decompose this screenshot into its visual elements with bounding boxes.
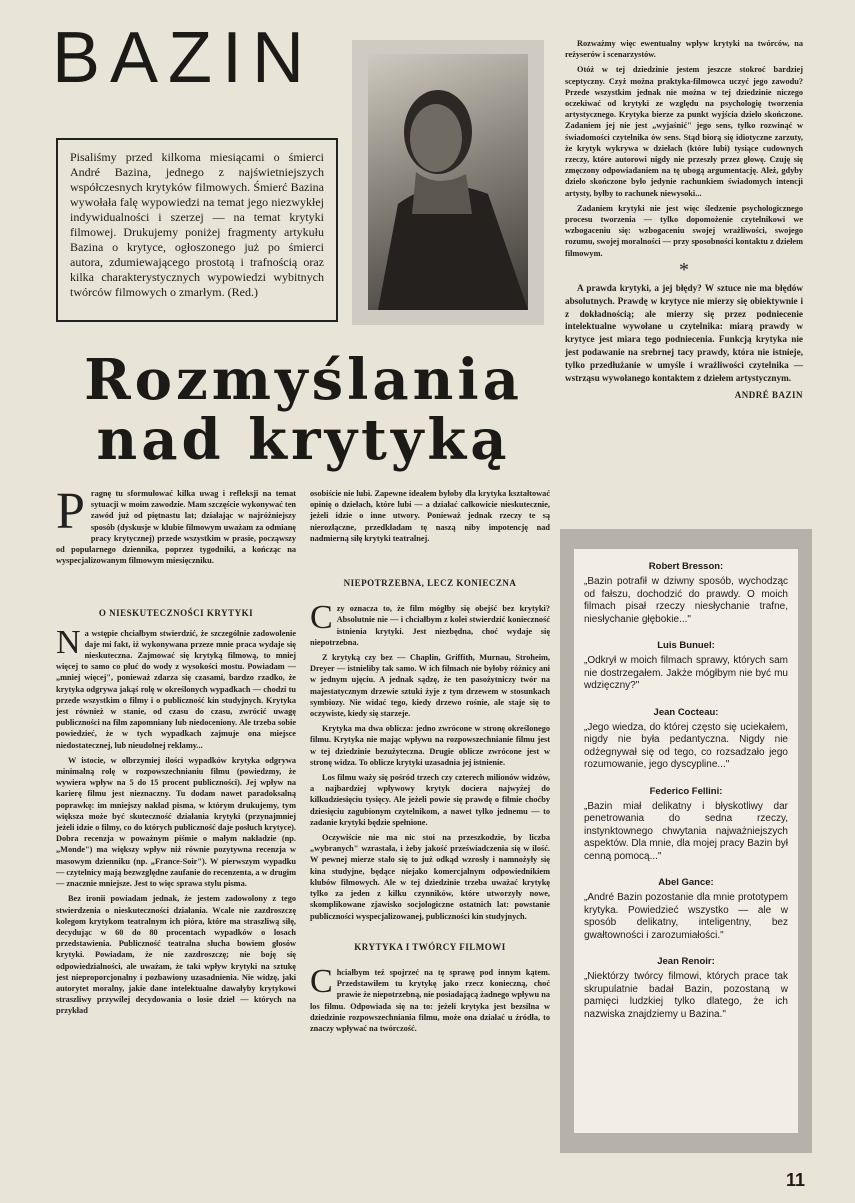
section2-paragraph-5: Oczywiście nie ma nic stoi na przeszkodzie, by liczba „wybranych" wzrastała, i żeby jakość przeświadczenia się w ilość. W pewnej mierze stało się to już odkąd wzrosły i namnożyły się kina studyjne, będące niejako komercjalnym odpowiednikiem klubów filmowych. Ale w tej dziedzinie trzeba uważać krytykę tylko za jeden z kilku czynników, które utworzyły nowe, skomplikowane zjawisko socjologiczne ostatnich lat: powstanie publiczności wyspecjalizowanej, publiczności kin studyjnych. (310, 833, 550, 921)
article-column-1 (56, 483, 296, 1021)
quote-text: „Niektórzy twórcy filmowi, których prace tak skrupulatnie badał Bazin, pozostaną w pamięci ludzkiej tylko dlatego, że ich nazwiska znajdziemy u Bazina." (584, 971, 788, 1020)
quote-item (584, 561, 788, 626)
section-asterisk: * (679, 258, 689, 281)
quote-text: „Odkrył w moich filmach sprawy, których sam nie dostrzegałem. Jakże mógłbym nie być mu wdzięczny?" (584, 655, 788, 691)
bazin-title: BAZIN (52, 18, 315, 98)
col3-paragraph-1: Rozważmy więc ewentualny wpływ krytyki na twórców, na reżyserów i scenarzystów. (565, 39, 803, 60)
dropcap-n: N (56, 623, 81, 661)
quote-author: Jean Cocteau: (653, 706, 719, 718)
section-heading-tworcy: KRYTYKA I TWÓRCY FILMOWI (354, 941, 506, 952)
quote-text: „Bazin potrafił w dziwny sposób, wychodząc od fałszu, dochodzić do prawdy. O moich filmach pisał rzeczy niesłychanie trafne, niesłychanie głębokie..." (584, 576, 788, 625)
col2-paragraph-1: osobiście nie lubi. Zapewne ideałem byłoby dla krytyka kształtować opinię o dziełach, które lubi — a działać całkowicie nieskutecznie, jeżeli idzie o inne utwory. Ponieważ jednak rzeczy te są nierozłączne, przedkładam tę naszą niby impotencję nad nadmierną siłę krytyki teatralnej. (310, 489, 550, 543)
quote-author: Robert Bresson: (648, 561, 724, 572)
article-headline (56, 347, 551, 473)
quotes-list (574, 549, 798, 1133)
prawda-paragraph: A prawda krytyki, a jej błędy? W sztuce nie ma błędów absolutnych. Prawdę w krytyce nie mierzy się obiektywnie i z dokładnością; ale mierzy się przez podniecenie intelektualne wywołane u czytelnika: miarą prawdy w krytyce jest miara tego podniecenia. Funkcją krytyka nie jest podawanie na srebrnej tacy prawdy, która nie istnieje, tylko przedłużanie w umyśle i wrażliwości czytelnika — wstrząsu wywołanego kontaktem z dziełem artystycznym. (565, 283, 803, 383)
editorial-intro-box (56, 138, 338, 322)
quote-text: „Jego wiedza, do której często się uciekałem, nigdy nie była pedantyczna. Nigdy nie odżegnywał się od tego, co rozsadzało jego rozumowanie, jego dyscypline..." (584, 721, 788, 770)
quote-item (584, 877, 788, 942)
editorial-intro-text: Pisaliśmy przed kilkoma miesiącami o śmierci André Bazina, jednego z najświetniejszych współczesnych krytyków filmowych. Śmierć Bazina wywołała falę wypowiedzi na temat jego niezwykłej indywidualności i szerzej — na temat krytyki filmowej. Drukujemy poniżej fragmenty artykułu Bazina o krytyce, ogłoszonego już po śmierci autora, zdumiewającego prostotą i trafnością oraz kilka charakterystycznych wypowiedzi wybitnych twórców filmowych o zmarłym. (Red.) (70, 150, 324, 299)
quote-author: Federico Fellini: (649, 785, 723, 797)
quote-item (584, 786, 788, 864)
article-column-2 (310, 488, 550, 1038)
quote-item (584, 707, 788, 772)
section2-paragraph-3: Krytyka ma dwa oblicza: jedno zwrócone w stronę określonego filmu. Krytyka nie mając wpływu na rozpowszechnianie filmu jest w tej dziedzinie bezużyteczna. Drugie oblicze zwrócone jest w stronę widza. To oblicze krytyki uzasadnia jej istnienie. (310, 724, 550, 767)
dropcap-p: P (56, 483, 85, 540)
page-number: 11 (786, 1170, 806, 1190)
section2-paragraph-1: C zy oznacza to, że film mógłby się obejść bez krytyki? Absolutnie nie — i chciałbym z kolei stwierdzić konieczność istnienia krytyki. Jest niezbędna, choć wydaje się niepotrzebna. (310, 599, 550, 647)
section2-paragraph-4: Los filmu waży się pośród trzech czy czterech milionów widzów, a najbardziej wpływowy krytyk dociera najwyżej do kilkudziesięciu tysięcy. Ale jeżeli powie się prawdę o filmie choćby dziesięciu zagubionym czytelnikom, a nawet tylko jednemu — to zadanie krytyki będzie spełnione. (310, 773, 550, 827)
headline-line-2: nad krytyką (96, 407, 511, 473)
article-column-3 (565, 38, 803, 402)
dropcap-c: C (310, 599, 333, 637)
quotes-box (560, 529, 812, 1153)
portrait-silhouette (368, 54, 528, 310)
section3-paragraph-1: C hciałbym teź spojrzeć na tę sprawę pod innym kątem. Przedstawiłem tu krytykę jako rzecz konieczną, choć prawie że niepotrzebną, nie posiadającą żadnego wpływu na los filmu. Odpowiada się na to: jeżeli krytyka jest bezsilna w dziedzinie rozpowszechniania filmu, może ona działać u źródła, to znaczy wpływać na twórczość. (310, 962, 550, 1033)
section-heading-nieskutecznosc: O NIESKUTECZNOŚCI KRYTYKI (98, 608, 254, 619)
author-signature: ANDRÉ BAZIN (734, 390, 803, 401)
section1-paragraph-1: N a wstępie chciałbym stwierdzić, że szczególnie zadowolenie daje mi fakt, iż wykonywana przeze mnie praca wydaje się nieskuteczna. Zajmować się krytyką filmową, to mniej więcej to samo co pluć do wody z wysokości mostu. Powiadam — „mniej więcej", ponieważ zdarza się czasami, bardzo rzadko, że krytyka odgrywa jakąś rolę w określonych wypadkach — chodzi tu przede wszystkim o filmy i o publiczność kin studyjnych. Krytyka jest również w stanie, od czasu do czasu, zwrócić uwagę publiczności na film zapomniany lub niedoceniony. Ale trzeba sobie powiedzieć, że w tych wypadkach zajmuje ona miejsce niedostatecznej, lub nieudolnej reklamy... (56, 623, 296, 750)
section-heading-niepotrzebna: NIEPOTRZEBNA, LECZ KONIECZNA (343, 578, 517, 589)
section1-paragraph-3: Bez ironii powiadam jednak, że jestem zadowolony z tego stwierdzenia o nieskuteczności działania. Wcale nie zazdroszczę kolegom krytykom teatralnym ich pióra, które ma straszliwą siłę, decydując w 60 do 80 procentach wypadków o losach przedstawienia. Publiczność teatralna słucha bowiem głosów krytyki. Powiadam, że nie zazdroszczę; nie boję się odpowiedzialności, ale uważam, że taki wpływ krytyki na sztukę jest nieproporcjonalny i pozbawiony uzasadnienia. Nie widzę, jaki autorytet moralny, jakie dane intelektualne dawałyby krytykowi straszliwy przywilej decydowania o losie dzieł — których na przykład (56, 894, 296, 1016)
col3-paragraph-3: Zadaniem krytyki nie jest więc śledzenie psychologicznego procesu tworzenia — tylko dopomożenie czytelnikowi we wzbogaceniu się: wzbogaceniu swojej wrażliwości, swojego rozumu, swojej moralności — przy sposobności kontaktu z dziełem filmowym. (565, 203, 803, 258)
quote-text: „André Bazin pozostanie dla mnie prototypem krytyka. Powiedzieć wszystko — ale w sposób delikatny, inteligentny, bez gwałtowności i zarozumiałości." (584, 892, 788, 941)
quote-item (584, 640, 788, 693)
quote-author: Luis Bunuel: (657, 640, 715, 651)
portrait-photo-frame (352, 40, 544, 325)
quote-author: Jean Renoir: (657, 956, 715, 967)
quote-text: „Bazin miał delikatny i błyskotliwy dar penetrowania do sedna rzeczy, instynktownego chwytania najważniejszych aspektów. Dla mnie, dla mojej pracy Bazin był cenną pomocą..." (584, 800, 788, 862)
section2-paragraph-2: Z krytyką czy bez — Chaplin, Griffith, Murnau, Stroheim, Dreyer — istnieliby tak samo. W ich filmach nie byłoby różnicy ani w jednym ujęciu. A jednak sądzę, że ten pasożytniczy twór na majestatycznym drzewie sztuki żyje z tym drzewem w stosunkach symbiozy. Nie widać tego, kiedy drzewo rośnie, ale staje się to oczywiste, kiedy się starzeje. (310, 653, 550, 719)
quote-author: Abel Gance: (658, 877, 714, 888)
dropcap-c2: C (310, 962, 333, 1000)
quote-item (584, 956, 788, 1021)
headline-line-1: Rozmyślania (84, 347, 523, 413)
section1-paragraph-2: W istocie, w olbrzymiej ilości wypadków krytyka odgrywa minimalną rolę w rozpowszechnianiu filmu (powiedzmy, że wywiera wpływ na 5 do 15 procent publiczności). Jej wpływ na karierę filmu jest nieznaczny. Tu dodam nawet paradoksalną poprawkę: im mniejszy nakład pisma, w którym drukujemy, tym większa może być skuteczność działania krytyki (przynajmniej jeżeli idzie o filmy, co do których publiczność daje posłuch krytyce). Dobra recenzja w poważnym piśmie o małym nakładzie (np. „Monde") ma większy wpływ niż równie pozytywna recenzja w masowym dzienniku (np. „France-Soir"). W pierwszym wypadku — czytelnicy mają bezwzględne zaufanie do recenzenta, a w drugim — znacznie mniejsze. Jest to więc sprawa stylu pisma. (56, 755, 296, 889)
lead-paragraph: P ragnę tu sformułować kilka uwag i refleksji na temat sytuacji w moim zawodzie. Mam szczęście wykonywać ten zawód już od piętnastu lat; działając w najróżniejszy sposób (dyskusje w klubie filmowym uważam za odmianę pracy krytycznej) przede wszystkim w prasie, począwszy od popularnego dziennika, poprzez tygodniki, a kończąc na wyspecjalizowanym filmowym miesięczniku. (56, 483, 296, 566)
col3-paragraph-2: Otóż w tej dziedzinie jestem jeszcze stokroć bardziej sceptyczny. Czyż można praktyka-filmowca uczyć jego zawodu? Przede wszystkim jednak nie można w tej dziedzinie niczego oczekiwać od krytyki ze względu na psychologię tworzenia artystycznego. Krytyka bierze za punkt wyjścia dzieło skończone. Zadaniem jej nie jest „wyjaśnić" jego sens, tylko rozwinąć w świadomości czytelnika ów sens. Stąd biorą się idiotyczne zarzuty, że krytyk wykrywa w dziełach (które lubi) tysiące cudownych rzeczy, które autorowi nigdy nie przeszły przez głowę. Czuję się zmęczony odpowiadaniem na tę ubogą argumentację. Ależ, gdyby dzieło skończone było jedynie rachunkiem świadomych intencji artysty, byłby to rachunek niewysoki... (565, 65, 803, 198)
portrait-photo (368, 54, 528, 310)
